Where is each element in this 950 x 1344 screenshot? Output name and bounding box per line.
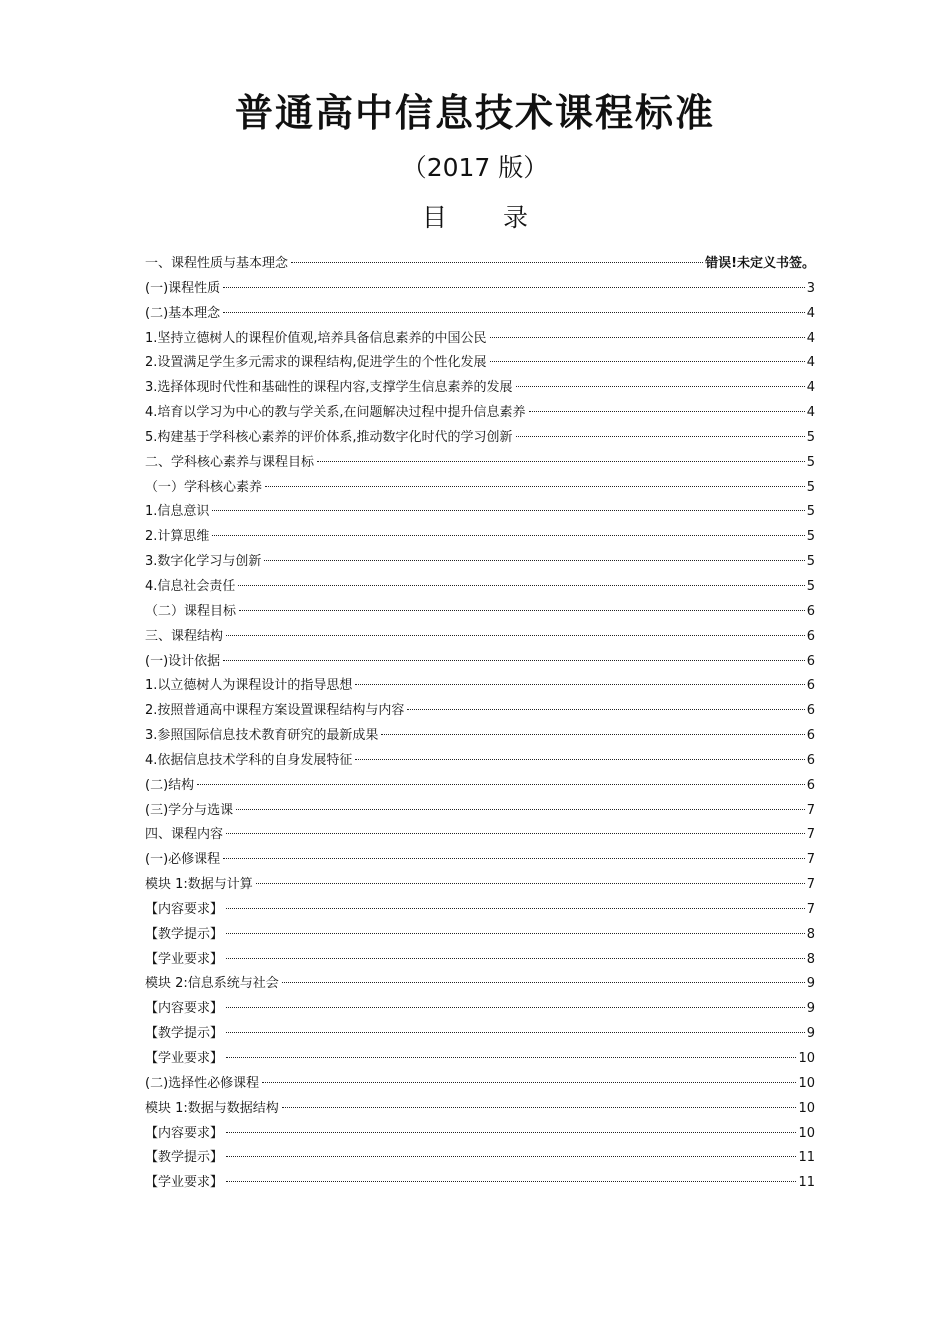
- toc-entry-label: (一)课程性质: [145, 280, 221, 296]
- toc-heading-right: 录: [502, 203, 528, 232]
- toc-entry-label: 四、课程内容: [145, 827, 224, 843]
- toc-entry-label: 5.构建基于学科核心素养的评价体系,推动数字化时代的学习创新: [145, 429, 513, 445]
- toc-entry[interactable]: [145, 1072, 815, 1097]
- toc-entry-label: 【教学提示】: [145, 926, 224, 942]
- toc-entry[interactable]: [145, 302, 815, 327]
- toc-entry[interactable]: [145, 997, 815, 1022]
- toc-dot-leader: [291, 262, 703, 263]
- toc-entry[interactable]: [145, 823, 815, 848]
- toc-entry[interactable]: [145, 1171, 815, 1196]
- toc-entry-page-number: 5: [806, 504, 815, 520]
- toc-entry-label: 【学业要求】: [145, 1175, 224, 1191]
- toc-entry-page-number: 7: [806, 852, 815, 868]
- toc-entry-page-number: 9: [806, 1001, 815, 1017]
- toc-entry-label: 3.选择体现时代性和基础性的课程内容,支撑学生信息素养的发展: [145, 380, 513, 396]
- toc-dot-leader: [238, 585, 804, 586]
- toc-entry[interactable]: [145, 848, 815, 873]
- toc-entry-page-number: 6: [806, 703, 815, 719]
- toc-entry-page-number: 5: [806, 529, 815, 545]
- toc-dot-leader: [223, 858, 805, 859]
- toc-entry-label: （一）学科核心素养: [145, 479, 263, 495]
- toc-dot-leader: [381, 734, 804, 735]
- toc-entry-page-number: 6: [806, 678, 815, 694]
- toc-entry-page-number: 11: [798, 1175, 815, 1191]
- toc-entry-label: 1.信息意识: [145, 504, 210, 520]
- toc-entry-page-number: 4: [806, 305, 815, 321]
- toc-entry[interactable]: [145, 923, 815, 948]
- toc-entry[interactable]: [145, 252, 815, 277]
- toc-entry-label: 2.计算思维: [145, 529, 210, 545]
- toc-entry-page-number: 5: [806, 554, 815, 570]
- document-title: 普通高中信息技术课程标准: [234, 90, 715, 135]
- toc-entry-page-number: 错误!未定义书签。: [705, 256, 815, 271]
- toc-dot-leader: [407, 709, 804, 710]
- toc-dot-leader: [226, 1181, 796, 1182]
- toc-entry-label: 【内容要求】: [145, 901, 224, 917]
- toc-entry-label: 3.数字化学习与创新: [145, 554, 262, 570]
- toc-entry-label: 【学业要求】: [145, 1051, 224, 1066]
- toc-entry-page-number: 6: [806, 752, 815, 768]
- toc-entry-label: 1.坚持立德树人的课程价值观,培养具备信息素养的中国公民: [145, 330, 487, 346]
- toc-dot-leader: [223, 312, 805, 313]
- toc-heading: [0, 198, 950, 234]
- toc-entry[interactable]: [145, 898, 815, 923]
- toc-entry[interactable]: [145, 500, 815, 525]
- toc-entry-label: (二)结构: [145, 777, 195, 793]
- toc-dot-leader: [516, 386, 805, 387]
- toc-entry-page-number: 5: [806, 479, 815, 495]
- toc-entry-label: （二）课程目标: [145, 603, 237, 619]
- toc-dot-leader: [226, 958, 805, 959]
- toc-entry-label: 模块 2:信息系统与社会: [145, 976, 279, 992]
- toc-entry-page-number: 8: [806, 926, 815, 942]
- toc-entry-page-number: 4: [806, 330, 815, 346]
- toc-dot-leader: [226, 1007, 805, 1008]
- toc-dot-leader: [226, 908, 805, 909]
- toc-entry-label: (一)设计依据: [145, 653, 221, 669]
- toc-dot-leader: [197, 784, 805, 785]
- toc-dot-leader: [262, 1082, 796, 1083]
- toc-dot-leader: [212, 510, 804, 511]
- toc-entry[interactable]: [145, 327, 815, 352]
- toc-dot-leader: [223, 287, 805, 288]
- toc-entry-label: (二)基本理念: [145, 305, 221, 321]
- toc-entry-page-number: 9: [806, 976, 815, 992]
- toc-entry[interactable]: [145, 476, 815, 501]
- toc-entry-page-number: 5: [806, 578, 815, 594]
- toc-entry-label: 1.以立德树人为课程设计的指导思想: [145, 678, 353, 694]
- toc-entry-page-number: 5: [806, 454, 815, 470]
- toc-entry[interactable]: [145, 724, 815, 749]
- toc-entry-label: 4.信息社会责任: [145, 578, 236, 594]
- toc-entry-page-number: 7: [806, 802, 815, 818]
- toc-entry[interactable]: [145, 674, 815, 699]
- toc-entry-label: 一、课程性质与基本理念: [145, 256, 289, 271]
- toc-entry-label: 【教学提示】: [145, 1150, 224, 1166]
- toc-entry-page-number: 7: [806, 827, 815, 843]
- toc-entry-label: 4.依据信息技术学科的自身发展特征: [145, 752, 353, 768]
- toc-dot-leader: [212, 535, 804, 536]
- toc-entry[interactable]: [145, 1146, 815, 1171]
- table-of-contents: [145, 252, 815, 1196]
- toc-dot-leader: [239, 610, 805, 611]
- toc-entry[interactable]: [145, 376, 815, 401]
- toc-dot-leader: [355, 759, 804, 760]
- toc-entry-page-number: 10: [798, 1100, 815, 1116]
- toc-entry[interactable]: [145, 774, 815, 799]
- toc-entry[interactable]: [145, 426, 815, 451]
- toc-entry-page-number: 6: [806, 603, 815, 619]
- toc-entry-page-number: 10: [798, 1051, 815, 1066]
- toc-entry-page-number: 6: [806, 728, 815, 744]
- toc-dot-leader: [236, 809, 805, 810]
- toc-entry[interactable]: [145, 1122, 815, 1147]
- toc-dot-leader: [226, 1156, 796, 1157]
- toc-entry-page-number: 10: [798, 1075, 815, 1091]
- toc-dot-leader: [223, 660, 805, 661]
- toc-dot-leader: [226, 635, 805, 636]
- toc-entry-page-number: 9: [806, 1026, 815, 1042]
- toc-dot-leader: [265, 486, 805, 487]
- toc-entry[interactable]: [145, 525, 815, 550]
- toc-dot-leader: [490, 361, 805, 362]
- toc-entry-label: 【内容要求】: [145, 1001, 224, 1017]
- toc-entry[interactable]: [145, 575, 815, 600]
- toc-dot-leader: [226, 833, 805, 834]
- toc-entry-page-number: 3: [806, 280, 815, 296]
- toc-entry-label: 【学业要求】: [145, 951, 224, 967]
- toc-entry[interactable]: [145, 972, 815, 997]
- toc-entry-label: 3.参照国际信息技术教育研究的最新成果: [145, 728, 379, 744]
- toc-entry-label: (一)必修课程: [145, 852, 221, 868]
- toc-entry-page-number: 4: [806, 405, 815, 421]
- toc-entry-label: 【教学提示】: [145, 1026, 224, 1042]
- toc-dot-leader: [226, 1057, 796, 1058]
- toc-entry-page-number: 11: [798, 1150, 815, 1166]
- toc-entry-label: 模块 1:数据与数据结构: [145, 1100, 279, 1116]
- toc-entry-label: (三)学分与选课: [145, 802, 234, 818]
- toc-entry-page-number: 4: [806, 380, 815, 396]
- document-edition: （2017 版）: [401, 153, 549, 182]
- toc-entry-label: 4.培育以学习为中心的教与学关系,在问题解决过程中提升信息素养: [145, 405, 526, 421]
- toc-entry-page-number: 7: [806, 901, 815, 917]
- toc-dot-leader: [516, 436, 805, 437]
- toc-entry-label: 三、课程结构: [145, 628, 224, 644]
- toc-dot-leader: [226, 1032, 805, 1033]
- toc-entry[interactable]: [145, 650, 815, 675]
- toc-entry-page-number: 5: [806, 429, 815, 445]
- toc-entry[interactable]: [145, 948, 815, 973]
- toc-entry[interactable]: [145, 799, 815, 824]
- toc-dot-leader: [317, 461, 805, 462]
- toc-entry-label: 2.设置满足学生多元需求的课程结构,促进学生的个性化发展: [145, 355, 487, 371]
- toc-entry-page-number: 4: [806, 355, 815, 371]
- toc-entry-page-number: 6: [806, 777, 815, 793]
- toc-entry[interactable]: [145, 699, 815, 724]
- toc-entry-label: (二)选择性必修课程: [145, 1075, 260, 1091]
- toc-dot-leader: [282, 1107, 797, 1108]
- toc-entry[interactable]: [145, 873, 815, 898]
- toc-entry-page-number: 6: [806, 628, 815, 644]
- toc-entry[interactable]: [145, 351, 815, 376]
- toc-dot-leader: [529, 411, 805, 412]
- toc-entry[interactable]: [145, 1097, 815, 1122]
- toc-dot-leader: [256, 883, 805, 884]
- toc-entry[interactable]: [145, 401, 815, 426]
- toc-dot-leader: [264, 560, 804, 561]
- toc-entry[interactable]: [145, 1047, 815, 1072]
- toc-dot-leader: [226, 1132, 796, 1133]
- toc-entry[interactable]: [145, 451, 815, 476]
- toc-entry[interactable]: [145, 1022, 815, 1047]
- toc-dot-leader: [355, 684, 804, 685]
- toc-entry-label: 模块 1:数据与计算: [145, 877, 253, 893]
- toc-entry-page-number: 8: [806, 951, 815, 967]
- toc-entry[interactable]: [145, 550, 815, 575]
- toc-entry-page-number: 6: [806, 653, 815, 669]
- toc-entry-label: 2.按照普通高中课程方案设置课程结构与内容: [145, 703, 405, 719]
- toc-entry-page-number: 7: [806, 877, 815, 893]
- toc-dot-leader: [490, 337, 805, 338]
- toc-entry-page-number: 10: [798, 1125, 815, 1141]
- toc-dot-leader: [226, 933, 805, 934]
- toc-entry-label: 【内容要求】: [145, 1125, 224, 1141]
- toc-entry[interactable]: [145, 277, 815, 302]
- toc-entry-label: 二、学科核心素养与课程目标: [145, 454, 315, 470]
- toc-entry[interactable]: [145, 600, 815, 625]
- toc-entry[interactable]: [145, 749, 815, 774]
- toc-entry[interactable]: [145, 625, 815, 650]
- toc-heading-left: 目: [422, 203, 448, 232]
- toc-dot-leader: [282, 982, 805, 983]
